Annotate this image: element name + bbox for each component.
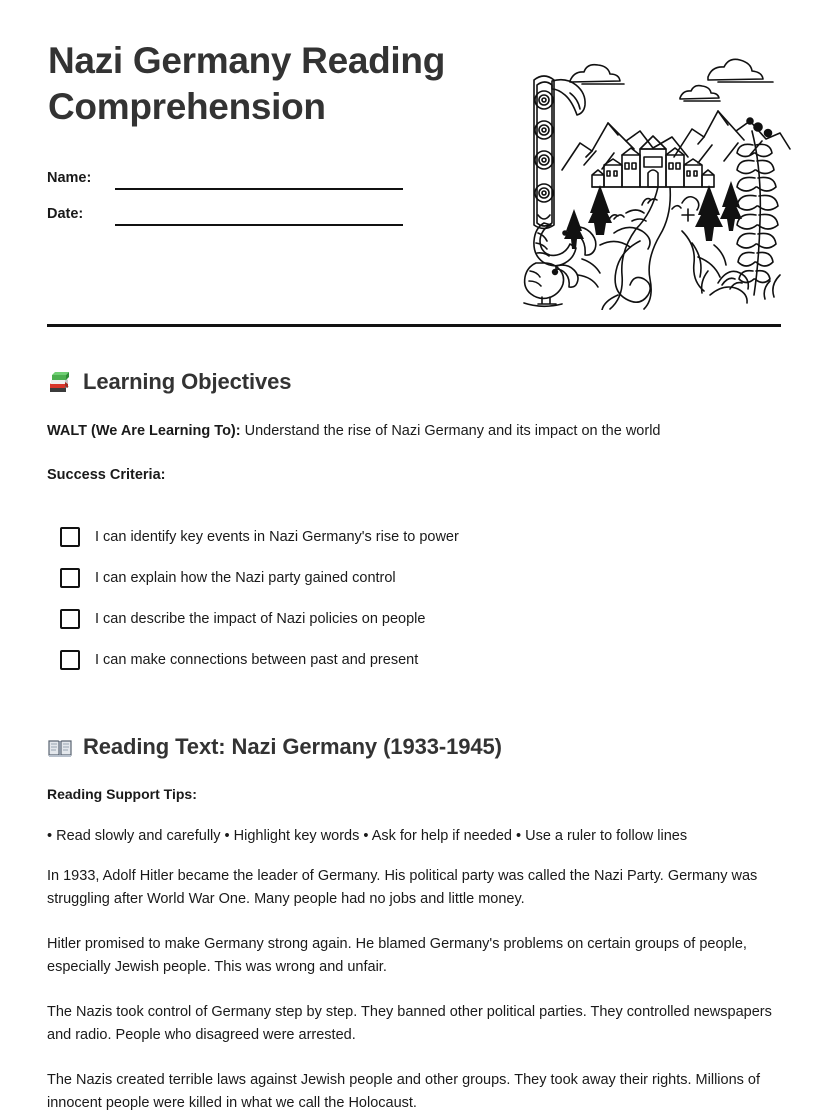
- checkbox-icon[interactable]: [60, 650, 80, 670]
- reading-text-title: Reading Text: Nazi Germany (1933-1945): [83, 733, 502, 759]
- checkbox-icon[interactable]: [60, 568, 80, 588]
- fern: [737, 118, 778, 295]
- title-block: [47, 38, 477, 226]
- checklist-item-label: I can identify key events in Nazi Germany's rise to power: [95, 528, 459, 545]
- checklist-item[interactable]: [60, 599, 781, 640]
- checkbox-icon[interactable]: [60, 609, 80, 629]
- clouds-group: [570, 59, 773, 101]
- reading-paragraph: In 1933, Adolf Hitler became the leader of Germany. His political party was called the Nazi Party. Germany was struggling after World War One. Many people had no jobs and little money.: [47, 867, 758, 908]
- success-criteria-checklist: [47, 517, 781, 681]
- learning-objectives-heading: [47, 369, 781, 395]
- date-field-label: Date:: [47, 205, 84, 222]
- checklist-item[interactable]: [60, 558, 781, 599]
- book-stack: [50, 372, 69, 392]
- river: [602, 187, 704, 310]
- student-fields: [47, 154, 477, 226]
- bird-mid: [534, 223, 596, 266]
- name-field-row: [47, 154, 477, 190]
- name-input-line[interactable]: [115, 187, 403, 190]
- worksheet-header: [47, 0, 781, 300]
- walt-label: WALT (We Are Learning To):: [47, 423, 241, 439]
- reading-tips-line: • Read slowly and carefully • Highlight key words • Ask for help if needed • Use a ruler to follow lines: [47, 827, 688, 844]
- date-field-row: [47, 190, 477, 226]
- reading-text-heading: [47, 734, 781, 760]
- name-field-label: Name:: [47, 169, 92, 186]
- header-illustration: [522, 45, 792, 310]
- trees-group: [564, 181, 742, 249]
- walt-text: Understand the rise of Nazi Germany and its impact on the world: [240, 423, 661, 439]
- walt-line: [47, 421, 781, 443]
- mountains-group: [562, 111, 790, 170]
- page-title: Nazi Germany Reading Comprehension: [48, 40, 446, 128]
- reading-paragraph: The Nazis created terrible laws against Jewish people and other groups. They took away their rights. Millions of innocent people were killed in what we call the Holocaust.: [47, 1071, 761, 1112]
- learning-objectives-title: Learning Objectives: [83, 369, 292, 394]
- historic-building: [592, 136, 714, 187]
- checklist-item[interactable]: [60, 517, 781, 558]
- carved-pou: [534, 76, 585, 229]
- checklist-item[interactable]: [60, 640, 781, 681]
- reading-paragraph: The Nazis took control of Germany step by step. They banned other political parties. They controlled newspapers and radio. People who disagreed were arrested.: [47, 1003, 772, 1044]
- reading-text-section: [47, 734, 781, 1116]
- checklist-item-label: I can explain how the Nazi party gained control: [95, 569, 396, 586]
- success-criteria-label: Success Criteria:: [47, 466, 166, 483]
- learning-objectives-section: [47, 369, 781, 681]
- books-icon: [47, 369, 73, 395]
- open-book-icon: [47, 734, 73, 760]
- checklist-item-label: I can make connections between past and present: [95, 651, 419, 668]
- checkbox-icon[interactable]: [60, 527, 80, 547]
- date-input-line[interactable]: [115, 223, 403, 226]
- open-book: [49, 741, 71, 757]
- header-divider: [47, 324, 781, 327]
- reading-paragraph: Hitler promised to make Germany strong again. He blamed Germany's problems on certain groups of people, especially Jewish people. This was wrong and unfair.: [47, 935, 747, 976]
- reading-tips-label: Reading Support Tips:: [47, 785, 197, 802]
- checklist-item-label: I can describe the impact of Nazi policies on people: [95, 610, 426, 627]
- bird-bottom: [524, 263, 578, 306]
